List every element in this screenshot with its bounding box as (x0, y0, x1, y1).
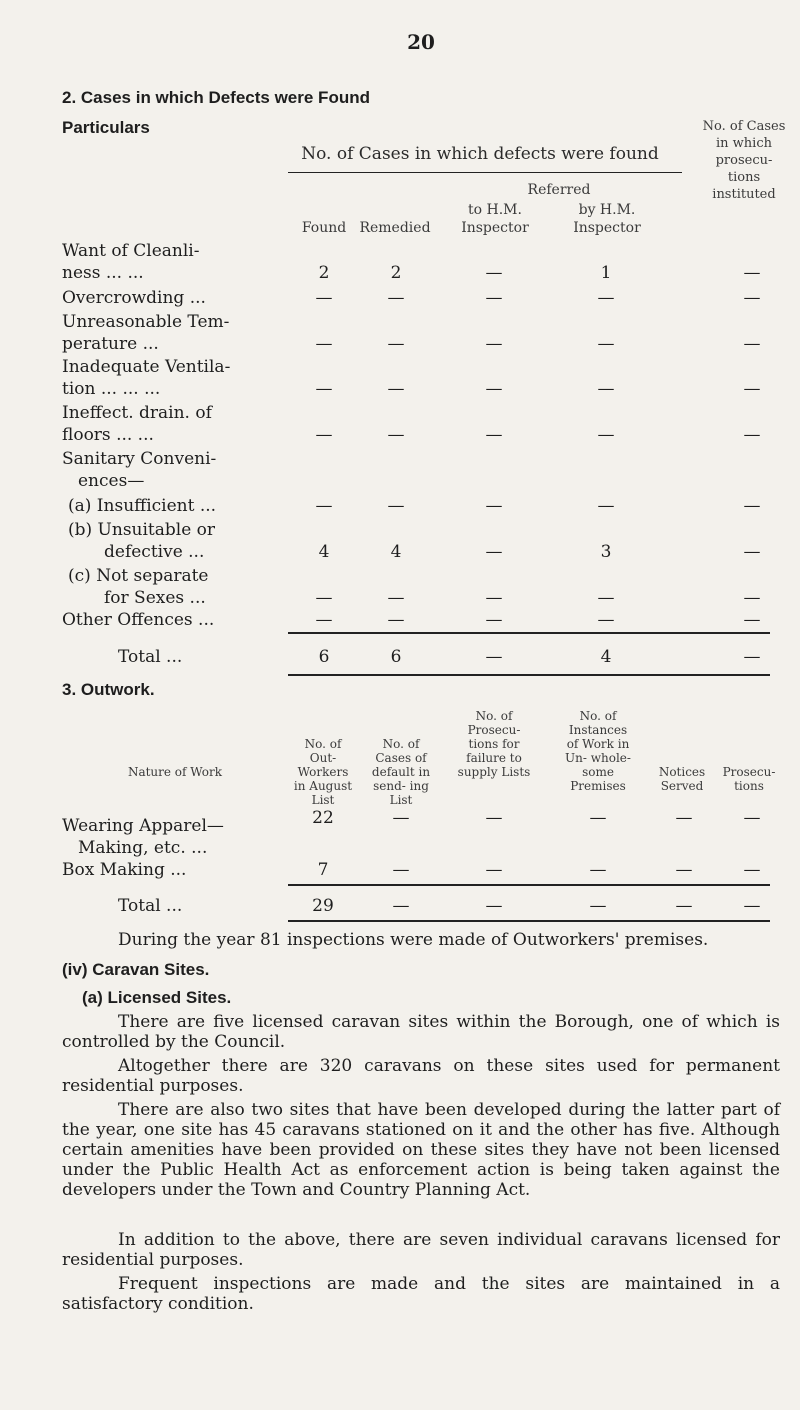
outwork-total-top-rule (288, 884, 770, 886)
total-by: 4 (600, 647, 612, 667)
cell-by: — (597, 379, 615, 399)
cell-to: — (485, 542, 503, 562)
row-label-cont: perature ... (62, 334, 159, 354)
total-notices: — (675, 896, 693, 916)
cell-by: — (597, 425, 615, 445)
row-label: Ineffect. drain. of (62, 403, 212, 423)
cell-default: — (392, 808, 410, 828)
col-notices-header: Notices Served (658, 765, 706, 793)
cell-remedied: — (387, 425, 405, 445)
row-label: Box Making ... (62, 860, 187, 880)
total-workers: 29 (312, 896, 334, 916)
caravan-heading: (iv) Caravan Sites. (62, 960, 210, 979)
cell-by: — (597, 334, 615, 354)
cell-by: — (597, 588, 615, 608)
row-label: Inadequate Ventila- (62, 357, 231, 377)
cell-remedied: — (387, 496, 405, 516)
col-to-header: to H.M. Inspector (461, 202, 529, 236)
caravan-paragraph-3: There are also two sites that have been developed during the latter part of the year, one site has 45 caravans stationed on it and the other has five. Although certain amenities have been provided on these sites they have not been licensed under the Public Health Act as enforcement action is being taken against the developers under the Town and Country Planning Act. (62, 1100, 780, 1200)
row-label: (a) Insufficient ... (68, 496, 217, 516)
cell-workers: 7 (317, 860, 329, 880)
cell-found: 2 (318, 263, 330, 283)
cell-pros: — (743, 379, 761, 399)
row-label-cont: for Sexes ... (104, 588, 206, 608)
caravan-paragraph-2: Altogether there are 320 caravans on these sites used for permanent residential purposes. (62, 1056, 780, 1096)
total-bottom-rule (288, 674, 770, 676)
cell-remedied: 4 (390, 542, 402, 562)
outworkers-inspections: During the year 81 inspections were made of Outworkers' premises. (118, 930, 709, 950)
cell-to: — (485, 496, 503, 516)
row-label: Want of Cleanli- (62, 241, 200, 261)
group-header-rule (288, 172, 682, 173)
cell-by: 3 (600, 542, 612, 562)
total-default: — (392, 896, 410, 916)
cell-workers: 22 (312, 808, 334, 828)
cell-found: — (315, 379, 333, 399)
row-label: Unreasonable Tem- (62, 312, 230, 332)
cell-found: 4 (318, 542, 330, 562)
cell-pros: — (743, 288, 761, 308)
cell-found: — (315, 425, 333, 445)
section-3-title: 3. Outwork. (62, 680, 155, 699)
cell-by: 1 (600, 263, 612, 283)
cell-pros: — (743, 425, 761, 445)
cell-to: — (485, 588, 503, 608)
row-label: Sanitary Conveni- (62, 449, 217, 469)
total-found: 6 (318, 647, 330, 667)
cell-pros: — (743, 808, 761, 828)
cell-remedied: — (387, 610, 405, 630)
row-label-cont: tion ... ... ... (62, 379, 161, 399)
total-pros-fail: — (485, 896, 503, 916)
row-label-cont: floors ... ... (62, 425, 154, 445)
total-instances: — (589, 896, 607, 916)
row-label: (c) Not separate (68, 566, 209, 586)
caravan-paragraph-5: Frequent inspections are made and the sites are maintained in a satisfactory condition. (62, 1274, 780, 1314)
col-outworkers-header: No. of Out- Workers in August List (293, 737, 353, 807)
caravan-paragraph-4: In addition to the above, there are seven individual caravans licensed for residential purposes. (62, 1230, 780, 1270)
cell-remedied: 2 (390, 263, 402, 283)
cell-pros: — (743, 496, 761, 516)
row-label-cont: Making, etc. ... (78, 838, 208, 858)
caravan-paragraph-1: There are five licensed caravan sites within the Borough, one of which is controlled by the Council. (62, 1012, 780, 1052)
cell-remedied: — (387, 379, 405, 399)
cell-pros: — (743, 610, 761, 630)
cell-pros: — (743, 588, 761, 608)
cell-found: — (315, 334, 333, 354)
col-remedied-header: Remedied (359, 220, 431, 236)
col-prosecutions-header: No. of Cases in which prosecu- tions instituted (702, 119, 786, 202)
cell-pros: — (743, 860, 761, 880)
cell-notices: — (675, 808, 693, 828)
cell-found: — (315, 496, 333, 516)
cell-by: — (597, 610, 615, 630)
col-nature-header: Nature of Work (127, 765, 223, 779)
particulars-label: Particulars (62, 118, 150, 137)
total-to: — (485, 647, 503, 667)
row-label-cont: defective ... (104, 542, 205, 562)
total-pros: — (743, 647, 761, 667)
cell-found: — (315, 610, 333, 630)
cell-remedied: — (387, 334, 405, 354)
outwork-total-bottom-rule (288, 920, 770, 922)
cell-pros: — (743, 334, 761, 354)
cell-remedied: — (387, 288, 405, 308)
cell-found: — (315, 588, 333, 608)
cell-to: — (485, 379, 503, 399)
cell-instances: — (589, 860, 607, 880)
row-label: Other Offences ... (62, 610, 215, 630)
cell-to: — (485, 288, 503, 308)
page-number: 20 (407, 30, 435, 54)
cell-pros-fail: — (485, 808, 503, 828)
cell-pros: — (743, 542, 761, 562)
cell-to: — (485, 610, 503, 630)
cell-found: — (315, 288, 333, 308)
cell-by: — (597, 288, 615, 308)
row-label: (b) Unsuitable or (68, 520, 216, 540)
col-by-header: by H.M. Inspector (573, 202, 641, 236)
cell-by: — (597, 496, 615, 516)
total-remedied: 6 (390, 647, 402, 667)
section-2-title: 2. Cases in which Defects were Found (62, 88, 370, 107)
referred-header: Referred (527, 182, 591, 198)
row-label: Overcrowding ... (62, 288, 206, 308)
col-found-header: Found (301, 220, 347, 236)
cell-to: — (485, 263, 503, 283)
licensed-sites-heading: (a) Licensed Sites. (82, 988, 232, 1007)
row-label-cont: ences— (78, 471, 145, 491)
cell-notices: — (675, 860, 693, 880)
cell-pros-fail: — (485, 860, 503, 880)
col-prosecutions-header: Prosecu- tions (722, 765, 776, 793)
cell-to: — (485, 334, 503, 354)
total-top-rule (288, 632, 770, 634)
col-default-header: No. of Cases of default in send- ing List (371, 737, 431, 807)
cell-instances: — (589, 808, 607, 828)
total-label: Total ... (118, 647, 183, 667)
outwork-total-label: Total ... (118, 896, 183, 916)
row-label: Wearing Apparel— (62, 816, 224, 836)
total-pros: — (743, 896, 761, 916)
cell-default: — (392, 860, 410, 880)
col-instances-header: No. of Instances of Work in Un- whole- some Premises (565, 709, 631, 793)
cell-pros: — (743, 263, 761, 283)
cell-to: — (485, 425, 503, 445)
col-pros-fail-header: No. of Prosecu- tions for failure to supply Lists (457, 709, 531, 779)
row-label-cont: ness ... ... (62, 263, 144, 283)
cell-remedied: — (387, 588, 405, 608)
defects-group-header: No. of Cases in which defects were found (301, 144, 659, 164)
